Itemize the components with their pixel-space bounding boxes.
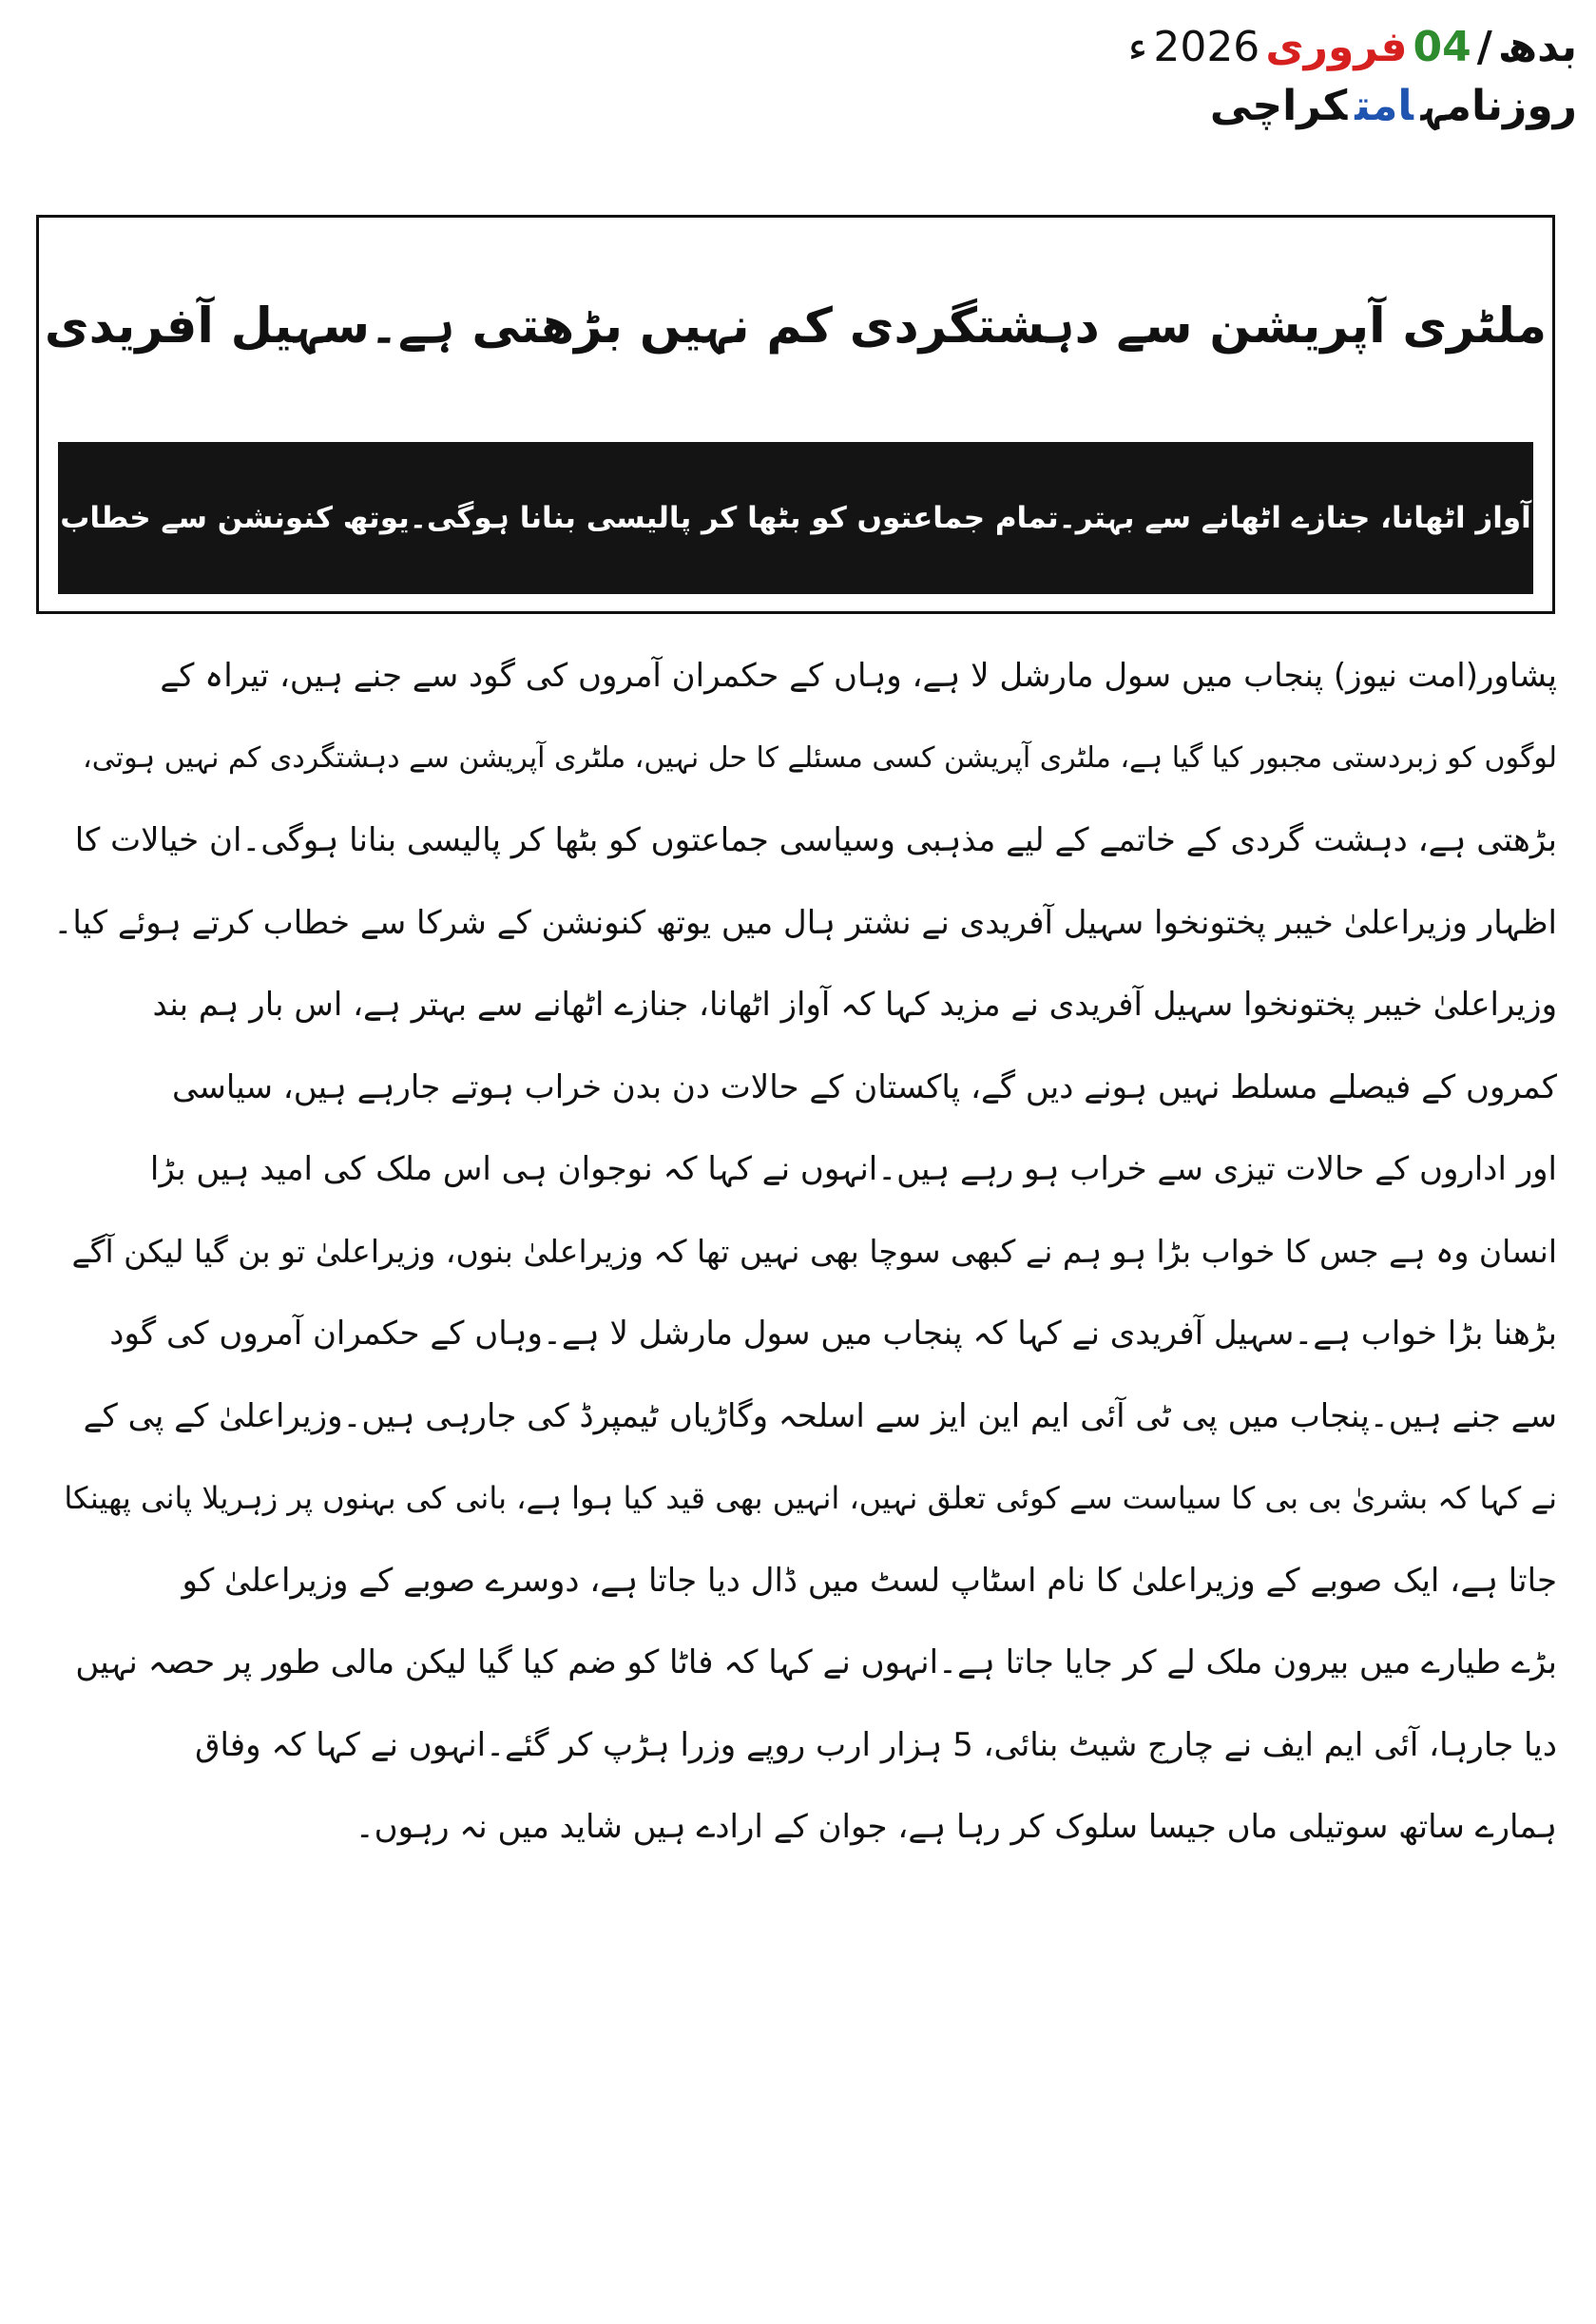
article-body bbox=[46, 635, 1557, 1869]
weekday: بدھ bbox=[1497, 23, 1577, 71]
body-line: اظہار وزیراعلیٰ خیبر پختونخوا سہیل آفریدی نے نشتر ہال میں یوتھ کنونشن کے شرکا سے خطاب کرتے ہوئے کیا۔ bbox=[53, 903, 1557, 942]
paper-brand: امت bbox=[1355, 82, 1413, 130]
body-line: وزیراعلیٰ خیبر پختونخوا سہیل آفریدی نے مزید کہا کہ آواز اٹھانا، جنازے اٹھانے سے بہتر ہے، اس بار ہم بند bbox=[152, 986, 1557, 1024]
date-separator: / bbox=[1476, 23, 1492, 71]
newspaper-name bbox=[1123, 76, 1577, 137]
sub-headline: آواز اٹھانا، جنازے اٹھانے سے بہتر۔تمام جماعتوں کو بٹھا کر پالیسی بنانا ہوگی۔یوتھ کنونشن سے خطاب bbox=[58, 442, 1533, 594]
main-headline: ملٹری آپریشن سے دہشتگردی کم نہیں بڑھتی ہے۔سہیل آفریدی bbox=[44, 298, 1548, 355]
body-line: پشاور(امت نیوز) پنجاب میں سول مارشل لا ہے، وہاں کے حکمران آمروں کی گود سے جنے ہیں، تیراہ کے bbox=[160, 657, 1557, 695]
body-line: کمروں کے فیصلے مسلط نہیں ہونے دیں گے، پاکستان کے حالات دن بدن خراب ہوتے جارہے ہیں، سیاسی bbox=[172, 1067, 1557, 1106]
body-line: دیا جارہا، آئی ایم ایف نے چارج شیٹ بنائی، 5 ہزار ارب روپے وزرا ہڑپ کر گئے۔انہوں نے کہا کہ وفاق bbox=[195, 1725, 1557, 1764]
month-name: فروری bbox=[1265, 23, 1408, 71]
body-line: نے کہا کہ بشریٰ بی بی کا سیاست سے کوئی تعلق نہیں، انہیں بھی قید کیا ہوا ہے، بانی کی بہنوں پر زہریلا پانی پھینکا bbox=[64, 1480, 1557, 1516]
date-number: 04 bbox=[1413, 23, 1471, 71]
dateline bbox=[1123, 19, 1577, 137]
body-line: بڑھتی ہے، دہشت گردی کے خاتمے کے لیے مذہبی وسیاسی جماعتوں کو بٹھا کر پالیسی بنانا ہوگی۔ان خیالات کا bbox=[74, 821, 1557, 859]
body-line: سے جنے ہیں۔پنجاب میں پی ٹی آئی ایم این ایز سے اسلحہ وگاڑیاں ٹیمپرڈ کی جارہی ہیں۔وزیراعلیٰ کے پی کے bbox=[83, 1396, 1557, 1435]
paper-prefix: روزنامہ bbox=[1420, 82, 1577, 130]
headline-box bbox=[36, 215, 1555, 614]
paper-city: کراچی bbox=[1209, 82, 1348, 130]
body-line: انسان وہ ہے جس کا خواب بڑا ہو ہم نے کبھی سوچا بھی نہیں تھا کہ وزیراعلیٰ بنوں، وزیراعلیٰ تو بن گیا لیکن آگے bbox=[71, 1232, 1557, 1270]
era-suffix: ء bbox=[1127, 23, 1148, 71]
date-row bbox=[1123, 19, 1577, 76]
body-line: ہمارے ساتھ سوتیلی ماں جیسا سلوک کر رہا ہے، جوان کے ارادے ہیں شاید میں نہ رہوں۔ bbox=[355, 1808, 1557, 1846]
body-line: بڑے طیارے میں بیرون ملک لے کر جایا جاتا ہے۔انہوں نے کہا کہ فاٹا کو ضم کیا گیا لیکن مالی طور پر حصہ نہیں bbox=[75, 1643, 1557, 1681]
body-line: جاتا ہے، ایک صوبے کے وزیراعلیٰ کا نام اسٹاپ لسٹ میں ڈال دیا جاتا ہے، دوسرے صوبے کے وزیراعلیٰ کو bbox=[182, 1561, 1557, 1600]
body-line: بڑھنا بڑا خواب ہے۔سہیل آفریدی نے کہا کہ پنجاب میں سول مارشل لا ہے۔وہاں کے حکمران آمروں کی گود bbox=[109, 1315, 1557, 1353]
body-line: اور اداروں کے حالات تیزی سے خراب ہو رہے ہیں۔انہوں نے کہا کہ نوجوان ہی اس ملک کی امید ہیں بڑا bbox=[149, 1150, 1557, 1188]
year: 2026 bbox=[1153, 23, 1260, 71]
body-line: لوگوں کو زبردستی مجبور کیا گیا ہے، ملٹری آپریشن کسی مسئلے کا حل نہیں، ملٹری آپریشن سے دہشتگردی کم نہیں ہوتی، bbox=[83, 740, 1557, 775]
